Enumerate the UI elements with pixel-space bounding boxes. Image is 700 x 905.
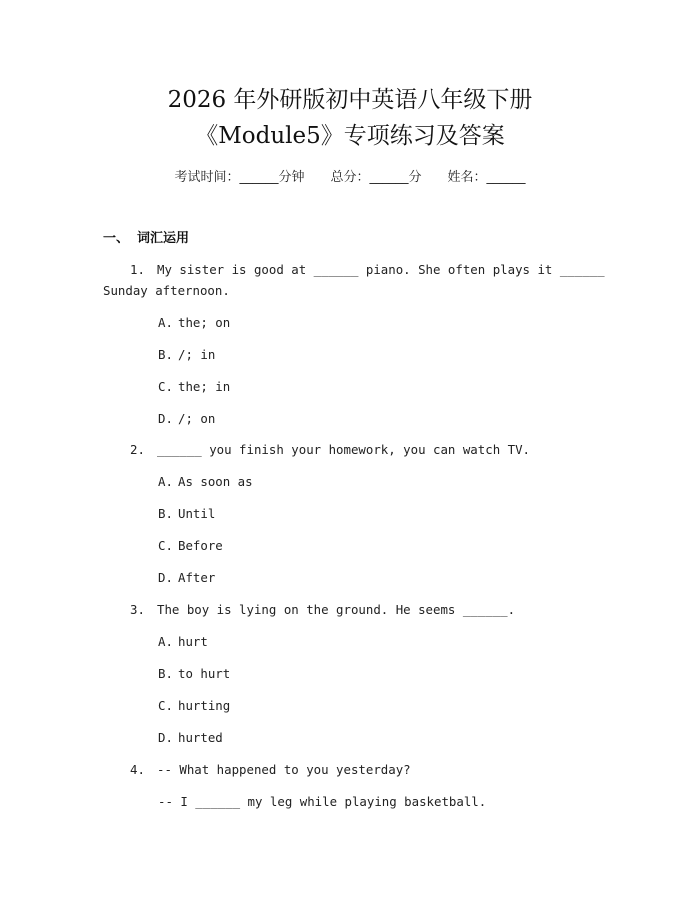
question-3-stem bbox=[130, 601, 515, 619]
question-4-stem-line-1: -- What happened to you yesterday? bbox=[157, 762, 411, 777]
section-number: 一、 bbox=[103, 231, 130, 246]
total-score-label: 总分：______分 bbox=[330, 170, 422, 185]
exam-time-label: 考试时间：______分钟 bbox=[174, 170, 305, 185]
document-title-line-2: 《Module5》专项练习及答案 bbox=[195, 123, 505, 149]
question-1-number: 1. bbox=[130, 262, 145, 277]
question-1-option-c: C. the; in bbox=[158, 379, 231, 394]
question-1-stem-line-1: My sister is good at ______ piano. She often plays it ______ bbox=[157, 262, 605, 277]
question-2-option-b: B. Until bbox=[158, 506, 216, 521]
question-4-number: 4. bbox=[130, 762, 145, 777]
document-title-line-1: 2026 年外研版初中英语八年级下册 bbox=[167, 87, 533, 113]
question-1-stem bbox=[130, 261, 605, 279]
question-3-option-d: D. hurted bbox=[158, 730, 223, 745]
question-4-stem-line-2: -- I ______ my leg while playing basketball. bbox=[158, 794, 487, 809]
question-3-number: 3. bbox=[130, 602, 145, 617]
question-3-option-b: B. to hurt bbox=[158, 666, 231, 681]
question-2-option-a: A. As soon as bbox=[158, 474, 253, 489]
student-name-label: 姓名：______ bbox=[447, 170, 526, 185]
question-2-number: 2. bbox=[130, 442, 145, 457]
question-1-option-d: D. /; on bbox=[158, 411, 216, 426]
question-4-stem bbox=[130, 761, 411, 779]
question-2-stem-line-1: ______ you finish your homework, you can watch TV. bbox=[157, 442, 530, 457]
question-1-stem-line-2: Sunday afternoon. bbox=[103, 283, 230, 298]
question-2-option-c: C. Before bbox=[158, 538, 223, 553]
question-1-option-b: B. /; in bbox=[158, 347, 216, 362]
question-1-option-a: A. the; on bbox=[158, 315, 231, 330]
question-3-option-a: A. hurt bbox=[158, 634, 208, 649]
section-title: 词汇运用 bbox=[137, 231, 190, 246]
exam-info-row bbox=[0, 168, 700, 188]
question-2-stem bbox=[130, 441, 530, 459]
question-3-stem-line-1: The boy is lying on the ground. He seems ______. bbox=[157, 602, 516, 617]
question-3-option-c: C. hurting bbox=[158, 698, 231, 713]
question-2-option-d: D. After bbox=[158, 570, 216, 585]
section-heading bbox=[103, 230, 189, 248]
